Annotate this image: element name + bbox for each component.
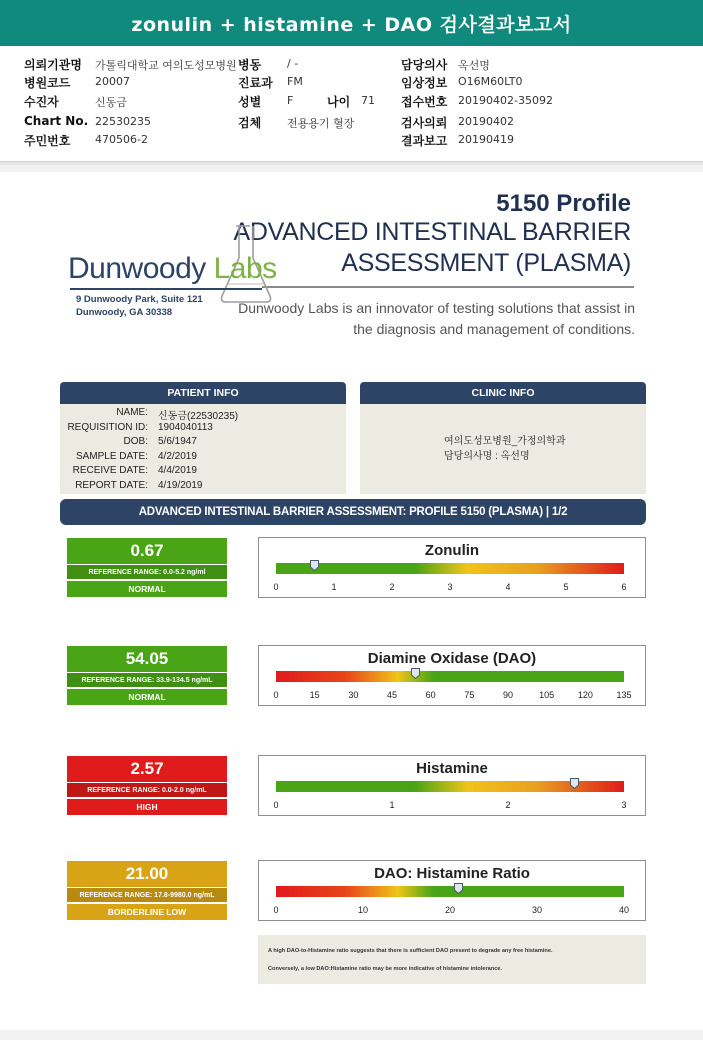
patient-info-row	[60, 407, 346, 420]
gauge-marker	[411, 668, 420, 679]
header-right-0-value: 옥선명	[458, 59, 490, 72]
gauge-tick-label: 120	[577, 690, 593, 700]
patient-info-key: RECEIVE DATE:	[72, 465, 148, 476]
patient-info-row	[60, 436, 346, 449]
gauge-tick-label: 1	[389, 800, 395, 810]
patient-info-key: NAME:	[116, 407, 148, 418]
result-value: 54.05	[67, 646, 227, 672]
patient-info-value: 4/19/2019	[158, 479, 203, 491]
gauge-title: Diamine Oxidase (DAO)	[367, 650, 537, 667]
gauge-bar	[276, 886, 624, 897]
reference-range: REFERENCE RANGE: 0.0-2.0 ng/mL	[67, 783, 227, 797]
header-left-4-value: 470506-2	[95, 133, 148, 146]
patient-info-value: 5/6/1947	[158, 436, 197, 447]
gauge-tick-label: 0	[273, 690, 279, 700]
ratio-note-line-2: Conversely, a low DAO:Histamine ratio may be more indicative of histamine intolerance.	[268, 966, 502, 972]
gauge-tick-label: 0	[273, 800, 279, 810]
header-left-1-value: 20007	[95, 75, 130, 88]
patient-info-key: REQUISITION ID:	[67, 421, 148, 433]
result-value: 21.00	[67, 861, 227, 887]
gauge-chart	[258, 645, 646, 706]
gauge-title: Zonulin	[424, 542, 480, 559]
logo-wordmark-accent: Labs	[213, 252, 277, 285]
gauge-tick-label: 30	[348, 690, 359, 700]
gauge-tick-label: 1	[331, 582, 337, 592]
header-mid-1-value: FM	[287, 75, 303, 88]
result-value: 0.67	[67, 538, 227, 564]
patient-info-row	[60, 480, 346, 493]
patient-info-value: 4/4/2019	[158, 465, 197, 476]
title-rule	[262, 286, 634, 288]
header-right-1-label: 임상정보	[401, 76, 448, 90]
patient-info-row	[60, 465, 346, 478]
header-right-4-value: 20190419	[458, 133, 514, 146]
clinic-info-header: CLINIC INFO	[360, 382, 646, 404]
lab-logo	[68, 252, 277, 286]
lab-address	[76, 293, 203, 319]
gauge-tick-label: 5	[563, 582, 569, 592]
ratio-note	[258, 935, 646, 984]
lab-address-line-1: 9 Dunwoody Park, Suite 121	[76, 294, 203, 305]
patient-info-row	[60, 422, 346, 435]
request-header	[0, 46, 703, 162]
patient-info-value: 신동금(22530235)	[158, 411, 239, 422]
gauge-tick-label: 3	[447, 582, 453, 592]
gauge-tick-label: 4	[505, 582, 511, 592]
gauge-marker	[570, 778, 579, 789]
reference-range: REFERENCE RANGE: 17.8-9980.0 ng/mL	[67, 888, 227, 902]
gauge-tick-label: 40	[618, 905, 630, 915]
gauge-tick-label: 75	[464, 690, 475, 700]
reference-range: REFERENCE RANGE: 0.0-5.2 ng/ml	[67, 565, 227, 579]
header-right-0-label: 담당의사	[401, 58, 448, 72]
gauge-tick-label: 2	[505, 800, 511, 810]
gauge-tick-label: 0	[273, 582, 279, 592]
gauge-chart	[258, 860, 646, 921]
header-left-0-value: 가톨릭대학교 여의도성모병원	[95, 59, 237, 72]
result-status-badge: NORMAL	[67, 581, 227, 597]
header-left-2-value: 신동금	[95, 96, 127, 109]
gauge-tick-label: 10	[357, 905, 369, 915]
clinic-name: 여의도성모병원_가정의학과	[444, 436, 566, 447]
reference-range: REFERENCE RANGE: 33.9-134.5 ng/mL	[67, 673, 227, 687]
gauge-tick-label: 0	[273, 905, 279, 915]
header-left-1-label: 병원코드	[24, 76, 71, 90]
patient-info-header: PATIENT INFO	[60, 382, 346, 404]
result-value: 2.57	[67, 756, 227, 782]
result-status-badge: NORMAL	[67, 689, 227, 705]
logo-wordmark: Dunwoody	[68, 252, 214, 285]
header-left-2-label: 수진자	[24, 95, 59, 109]
lab-description-line-2: the diagnosis and management of conditions.	[353, 321, 635, 337]
gauge-tick-label: 135	[616, 690, 632, 700]
header-mid-0-label: 병동	[238, 58, 262, 72]
header-right-3-label: 검사의뢰	[401, 116, 448, 130]
header-left-3-label: Chart No.	[24, 114, 89, 128]
section-header: ADVANCED INTESTINAL BARRIER ASSESSMENT: PROFILE 5150 (PLASMA) | 1/2	[60, 499, 646, 525]
gauge-marker	[454, 883, 463, 894]
header-right-1-value: O16M60LT0	[458, 75, 523, 88]
gauge-chart	[258, 755, 646, 816]
header-mid-1-label: 진료과	[238, 76, 273, 90]
header-age-label: 나이	[327, 95, 351, 109]
result-status-badge: BORDERLINE LOW	[67, 904, 227, 920]
gauge-tick-label: 45	[386, 690, 398, 700]
header-mid-3-label: 검체	[238, 116, 262, 130]
ratio-note-line-1: A high DAO-to-Histamine ratio suggests that there is sufficient DAO present to degrade any free histamine.	[268, 948, 553, 954]
gauge-tick-label: 20	[444, 905, 456, 915]
header-mid-3-value: 전용용기 혈장	[287, 117, 355, 130]
gauge-title: DAO: Histamine Ratio	[374, 865, 530, 882]
gauge-chart	[258, 537, 646, 598]
header-left-0-label: 의뢰기관명	[24, 58, 82, 72]
gauge-tick-label: 30	[531, 905, 543, 915]
logo-underline	[70, 288, 262, 290]
header-left-3-value: 22530235	[95, 115, 151, 128]
header-right-4-label: 결과보고	[401, 134, 448, 148]
header-right-2-value: 20190402-35092	[458, 94, 553, 107]
lab-address-line-2: Dunwoody, GA 30338	[76, 307, 173, 318]
report-title-line-1: ADVANCED INTESTINAL BARRIER	[233, 218, 631, 246]
clinic-doctor: 담당의사명 : 옥선명	[444, 451, 530, 462]
lab-description-line-1: Dunwoody Labs is an innovator of testing solutions that assist in	[238, 300, 635, 316]
header-age-value: 71	[361, 94, 375, 107]
patient-info-panel	[60, 404, 346, 494]
gauge-bar	[276, 671, 624, 682]
patient-info-key: DOB:	[123, 436, 148, 447]
header-mid-0-value: / -	[287, 57, 299, 70]
gauge-tick-label: 3	[621, 800, 627, 810]
patient-info-value: 4/2/2019	[158, 450, 197, 462]
report-title-bar	[0, 0, 703, 46]
header-mid-2-value: F	[287, 94, 294, 107]
gauge-tick-label: 15	[309, 690, 320, 700]
patient-info-key: REPORT DATE:	[75, 479, 148, 491]
patient-info-row	[60, 451, 346, 464]
gauge-tick-label: 90	[502, 690, 514, 700]
header-divider	[0, 162, 703, 165]
gauge-marker	[310, 560, 319, 571]
gauge-tick-label: 6	[621, 582, 627, 592]
clinic-info-panel	[360, 404, 646, 494]
header-left-4-label: 주민번호	[24, 134, 71, 148]
header-mid-2-label: 성별	[238, 95, 262, 109]
gauge-tick-label: 60	[425, 690, 436, 700]
gauge-tick-label: 105	[539, 690, 555, 700]
report-title: zonulin + histamine + DAO 검사결과보고서	[131, 13, 572, 36]
gauge-tick-label: 2	[389, 582, 395, 592]
header-right-3-value: 20190402	[458, 115, 514, 128]
patient-info-value: 1904040113	[158, 421, 213, 433]
header-right-2-label: 접수번호	[401, 95, 448, 109]
gauge-title: Histamine	[416, 760, 488, 777]
report-page	[0, 172, 703, 1030]
result-status-badge: HIGH	[67, 799, 227, 815]
profile-number: 5150 Profile	[496, 190, 631, 217]
gauge-bar	[276, 563, 624, 574]
report-title-line-2: ASSESSMENT (PLASMA)	[341, 249, 631, 277]
patient-info-key: SAMPLE DATE:	[75, 450, 148, 462]
